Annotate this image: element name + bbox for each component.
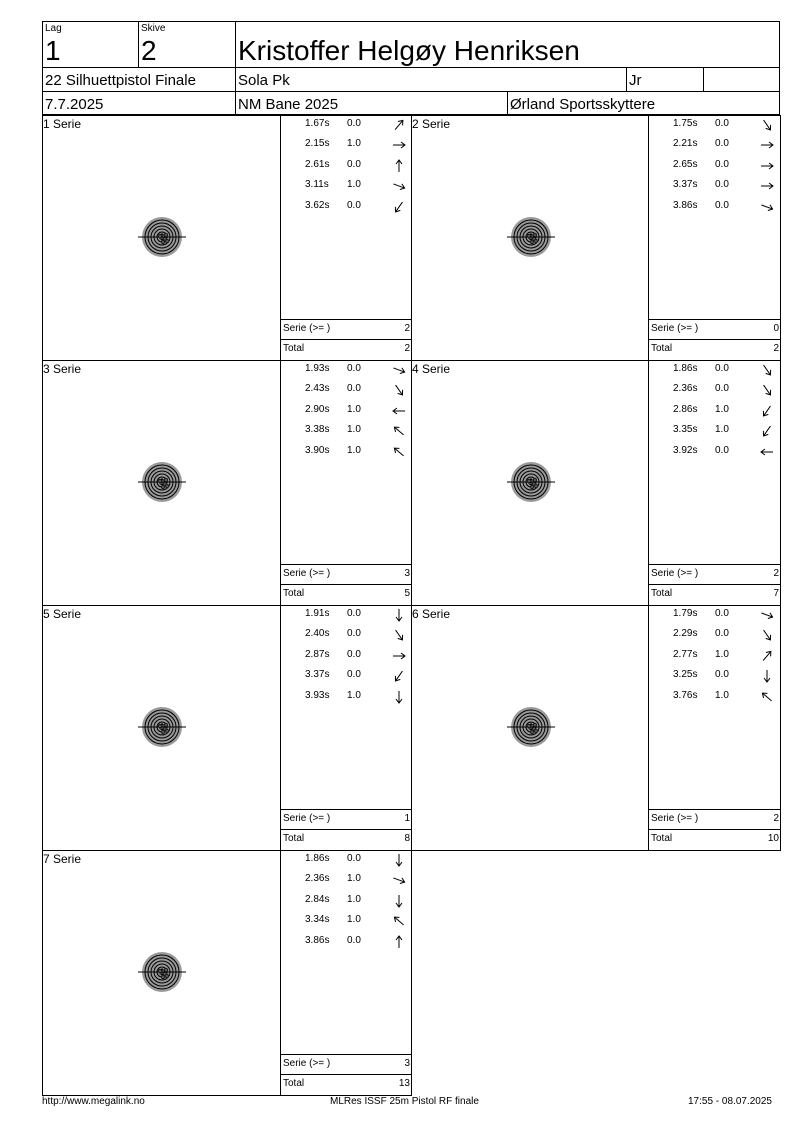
direction-arrow-icon bbox=[391, 893, 407, 909]
shot-time: 3.37s bbox=[673, 179, 698, 191]
shot-score: 1.0 bbox=[347, 893, 361, 905]
shot-time: 2.87s bbox=[305, 648, 330, 660]
series-sum-value: 3 bbox=[404, 568, 410, 579]
shot-row bbox=[281, 689, 412, 709]
series-block bbox=[42, 115, 412, 361]
total-label: Total bbox=[283, 588, 305, 599]
total-value: 10 bbox=[767, 833, 779, 844]
shot-score: 1.0 bbox=[347, 138, 361, 150]
shot-time: 3.86s bbox=[305, 934, 330, 946]
series-title: 7 Serie bbox=[43, 852, 82, 866]
shot-row bbox=[281, 382, 412, 402]
event-cell bbox=[42, 67, 236, 92]
shot-row bbox=[281, 872, 412, 892]
shot-row bbox=[281, 117, 412, 137]
target-icon bbox=[506, 706, 556, 748]
shooter-name: Kristoffer Helgøy Henriksen bbox=[238, 35, 580, 66]
total-row bbox=[281, 584, 412, 605]
shot-score: 1.0 bbox=[347, 424, 361, 436]
shot-score: 0.0 bbox=[715, 444, 729, 456]
shot-time: 1.93s bbox=[305, 363, 330, 374]
series-title: 2 Serie bbox=[412, 117, 451, 131]
lag-value: 1 bbox=[45, 35, 61, 66]
direction-arrow-icon bbox=[391, 137, 407, 153]
series-sum-row bbox=[281, 319, 412, 340]
target-icon bbox=[137, 216, 187, 258]
shot-score: 0.0 bbox=[715, 179, 729, 191]
shot-score: 1.0 bbox=[347, 689, 361, 701]
shot-score: 1.0 bbox=[347, 914, 361, 926]
shot-score: 0.0 bbox=[347, 383, 361, 395]
total-value: 8 bbox=[404, 833, 410, 844]
shot-score: 0.0 bbox=[715, 628, 729, 640]
shot-row bbox=[281, 607, 412, 627]
series-title: 6 Serie bbox=[412, 607, 451, 621]
shot-time: 1.91s bbox=[305, 608, 330, 619]
direction-arrow-icon bbox=[759, 403, 775, 419]
shot-time: 3.93s bbox=[305, 689, 330, 701]
series-block bbox=[42, 850, 412, 1096]
direction-arrow-icon bbox=[759, 362, 775, 378]
shot-list bbox=[648, 605, 781, 850]
total-label: Total bbox=[283, 833, 305, 844]
shot-row bbox=[281, 668, 412, 688]
shot-score: 0.0 bbox=[715, 118, 729, 129]
series-sum-value: 2 bbox=[773, 813, 779, 824]
shot-list bbox=[280, 360, 412, 605]
organizer-name: Ørland Sportsskyttere bbox=[510, 96, 656, 113]
series-block bbox=[411, 115, 781, 361]
direction-arrow-icon bbox=[391, 872, 407, 888]
shot-row bbox=[649, 668, 781, 688]
series-sum-row bbox=[281, 564, 412, 585]
total-value: 13 bbox=[398, 1078, 410, 1089]
direction-arrow-icon bbox=[391, 444, 407, 460]
shot-row bbox=[649, 178, 781, 198]
shot-score: 0.0 bbox=[715, 608, 729, 619]
direction-arrow-icon bbox=[759, 627, 775, 643]
shot-score: 0.0 bbox=[715, 669, 729, 681]
shot-row bbox=[281, 137, 412, 157]
series-sum-label: Serie (>= ) bbox=[283, 1058, 331, 1069]
series-title: 1 Serie bbox=[43, 117, 82, 131]
total-value: 2 bbox=[404, 343, 410, 354]
series-sum-value: 0 bbox=[773, 323, 779, 334]
series-block bbox=[42, 360, 412, 606]
shot-score: 0.0 bbox=[347, 648, 361, 660]
organizer-cell bbox=[507, 91, 780, 115]
date-cell bbox=[42, 91, 236, 115]
competition-date: 7.7.2025 bbox=[45, 96, 104, 113]
target-icon bbox=[137, 706, 187, 748]
total-label: Total bbox=[283, 343, 305, 354]
target-icon bbox=[506, 461, 556, 503]
series-sum-label: Serie (>= ) bbox=[651, 813, 699, 824]
total-row bbox=[281, 1074, 412, 1095]
series-title: 3 Serie bbox=[43, 362, 82, 376]
shot-score: 0.0 bbox=[347, 158, 361, 170]
shot-time: 2.90s bbox=[305, 403, 330, 415]
skive-value: 2 bbox=[141, 35, 157, 66]
shot-score: 0.0 bbox=[715, 383, 729, 395]
shot-row bbox=[649, 117, 781, 137]
direction-arrow-icon bbox=[759, 607, 775, 623]
series-sum-row bbox=[281, 1054, 412, 1075]
shot-score: 1.0 bbox=[347, 444, 361, 456]
direction-arrow-icon bbox=[759, 199, 775, 215]
total-row bbox=[281, 339, 412, 360]
shot-score: 0.0 bbox=[715, 158, 729, 170]
shot-row bbox=[281, 934, 412, 954]
direction-arrow-icon bbox=[391, 362, 407, 378]
shot-time: 1.67s bbox=[305, 118, 330, 129]
shooter-class: Jr bbox=[629, 72, 642, 89]
total-label: Total bbox=[283, 1078, 305, 1089]
direction-arrow-icon bbox=[391, 178, 407, 194]
shot-score: 0.0 bbox=[347, 628, 361, 640]
shot-row bbox=[281, 178, 412, 198]
shot-time: 3.34s bbox=[305, 914, 330, 926]
total-label: Total bbox=[651, 588, 673, 599]
series-title: 4 Serie bbox=[412, 362, 451, 376]
shot-score: 0.0 bbox=[347, 853, 361, 864]
shot-time: 1.86s bbox=[305, 853, 330, 864]
total-row bbox=[649, 339, 781, 360]
shot-score: 1.0 bbox=[347, 403, 361, 415]
shot-score: 1.0 bbox=[715, 403, 729, 415]
club-cell bbox=[235, 67, 627, 92]
shot-time: 2.65s bbox=[673, 158, 698, 170]
shot-score: 0.0 bbox=[347, 363, 361, 374]
shot-row bbox=[649, 627, 781, 647]
series-sum-label: Serie (>= ) bbox=[651, 568, 699, 579]
shot-row bbox=[281, 423, 412, 443]
total-value: 2 bbox=[773, 343, 779, 354]
shot-list bbox=[280, 605, 412, 850]
shot-row bbox=[281, 648, 412, 668]
direction-arrow-icon bbox=[391, 934, 407, 950]
club-name: Sola Pk bbox=[238, 72, 290, 89]
series-sum-value: 2 bbox=[404, 323, 410, 334]
shot-row bbox=[649, 648, 781, 668]
shot-time: 3.37s bbox=[305, 669, 330, 681]
shot-row bbox=[649, 199, 781, 219]
shot-time: 2.43s bbox=[305, 383, 330, 395]
direction-arrow-icon bbox=[759, 382, 775, 398]
shot-time: 3.38s bbox=[305, 424, 330, 436]
target-icon bbox=[506, 216, 556, 258]
skive-label: Skive bbox=[141, 23, 166, 34]
event-name: 22 Silhuettpistol Finale bbox=[45, 72, 196, 89]
shot-score: 0.0 bbox=[347, 934, 361, 946]
shot-row bbox=[649, 362, 781, 382]
shot-time: 3.76s bbox=[673, 689, 698, 701]
shot-score: 0.0 bbox=[715, 199, 729, 211]
total-row bbox=[281, 829, 412, 850]
competition-cell bbox=[235, 91, 508, 115]
footer-software: MLRes ISSF 25m Pistol RF finale bbox=[330, 1096, 479, 1107]
skive-cell bbox=[138, 21, 236, 68]
shot-score: 1.0 bbox=[347, 179, 361, 191]
series-sum-value: 2 bbox=[773, 568, 779, 579]
shot-time: 3.25s bbox=[673, 669, 698, 681]
lag-cell bbox=[42, 21, 139, 68]
series-sum-row bbox=[649, 809, 781, 830]
shot-time: 2.77s bbox=[673, 648, 698, 660]
shot-score: 1.0 bbox=[715, 689, 729, 701]
series-sum-value: 1 bbox=[404, 813, 410, 824]
shot-row bbox=[649, 607, 781, 627]
direction-arrow-icon bbox=[759, 423, 775, 439]
direction-arrow-icon bbox=[759, 689, 775, 705]
series-block bbox=[42, 605, 412, 851]
direction-arrow-icon bbox=[391, 423, 407, 439]
shot-row bbox=[649, 403, 781, 423]
shot-row bbox=[281, 627, 412, 647]
shot-time: 2.61s bbox=[305, 158, 330, 170]
series-sum-row bbox=[281, 809, 412, 830]
shot-time: 2.15s bbox=[305, 138, 330, 150]
shot-row bbox=[649, 137, 781, 157]
name-cell bbox=[235, 21, 780, 68]
series-title: 5 Serie bbox=[43, 607, 82, 621]
direction-arrow-icon bbox=[391, 913, 407, 929]
series-sum-label: Serie (>= ) bbox=[283, 813, 331, 824]
shot-row bbox=[281, 362, 412, 382]
direction-arrow-icon bbox=[391, 689, 407, 705]
shot-time: 1.79s bbox=[673, 608, 698, 619]
direction-arrow-icon bbox=[759, 648, 775, 664]
shot-score: 1.0 bbox=[715, 648, 729, 660]
target-icon bbox=[137, 951, 187, 993]
series-sum-label: Serie (>= ) bbox=[283, 568, 331, 579]
shot-list bbox=[648, 115, 781, 360]
direction-arrow-icon bbox=[759, 444, 775, 460]
shot-time: 2.86s bbox=[673, 403, 698, 415]
shot-row bbox=[281, 444, 412, 464]
shot-time: 2.36s bbox=[305, 873, 330, 885]
footer-url: http://www.megalink.no bbox=[42, 1096, 145, 1107]
direction-arrow-icon bbox=[391, 158, 407, 174]
direction-arrow-icon bbox=[391, 117, 407, 133]
direction-arrow-icon bbox=[391, 199, 407, 215]
shot-row bbox=[649, 423, 781, 443]
shot-time: 3.92s bbox=[673, 444, 698, 456]
shot-time: 2.21s bbox=[673, 138, 698, 150]
direction-arrow-icon bbox=[391, 852, 407, 868]
class-cell bbox=[626, 67, 704, 92]
shot-score: 0.0 bbox=[347, 669, 361, 681]
total-label: Total bbox=[651, 343, 673, 354]
shot-row bbox=[281, 913, 412, 933]
direction-arrow-icon bbox=[391, 648, 407, 664]
series-sum-row bbox=[649, 319, 781, 340]
footer-timestamp: 17:55 - 08.07.2025 bbox=[688, 1096, 772, 1107]
shot-time: 3.11s bbox=[305, 179, 329, 191]
shot-time: 2.40s bbox=[305, 628, 330, 640]
direction-arrow-icon bbox=[759, 668, 775, 684]
shot-list bbox=[280, 115, 412, 360]
total-label: Total bbox=[651, 833, 673, 844]
shot-time: 3.62s bbox=[305, 199, 330, 211]
shot-time: 2.29s bbox=[673, 628, 698, 640]
class-extra-cell bbox=[703, 67, 780, 92]
shot-score: 0.0 bbox=[715, 363, 729, 374]
shot-time: 2.36s bbox=[673, 383, 698, 395]
series-sum-value: 3 bbox=[404, 1058, 410, 1069]
shot-score: 0.0 bbox=[347, 199, 361, 211]
target-icon bbox=[137, 461, 187, 503]
shot-score: 0.0 bbox=[347, 608, 361, 619]
shot-time: 1.75s bbox=[673, 118, 698, 129]
lag-label: Lag bbox=[45, 23, 62, 34]
direction-arrow-icon bbox=[391, 403, 407, 419]
shot-row bbox=[649, 444, 781, 464]
series-block bbox=[411, 360, 781, 606]
series-block bbox=[411, 605, 781, 851]
shot-row bbox=[281, 893, 412, 913]
direction-arrow-icon bbox=[759, 137, 775, 153]
direction-arrow-icon bbox=[391, 607, 407, 623]
series-sum-label: Serie (>= ) bbox=[283, 323, 331, 334]
direction-arrow-icon bbox=[391, 382, 407, 398]
total-row bbox=[649, 829, 781, 850]
shot-time: 3.35s bbox=[673, 424, 698, 436]
shot-row bbox=[649, 689, 781, 709]
shot-score: 1.0 bbox=[715, 424, 729, 436]
shot-time: 3.86s bbox=[673, 199, 698, 211]
direction-arrow-icon bbox=[391, 668, 407, 684]
total-row bbox=[649, 584, 781, 605]
shot-list bbox=[648, 360, 781, 605]
shot-score: 1.0 bbox=[347, 873, 361, 885]
series-sum-label: Serie (>= ) bbox=[651, 323, 699, 334]
series-sum-row bbox=[649, 564, 781, 585]
competition-name: NM Bane 2025 bbox=[238, 96, 339, 113]
shot-row bbox=[281, 199, 412, 219]
shot-time: 3.90s bbox=[305, 444, 330, 456]
direction-arrow-icon bbox=[759, 178, 775, 194]
shot-list bbox=[280, 850, 412, 1095]
total-value: 5 bbox=[404, 588, 410, 599]
total-value: 7 bbox=[773, 588, 779, 599]
shot-score: 0.0 bbox=[347, 118, 361, 129]
shot-time: 1.86s bbox=[673, 363, 698, 374]
shot-time: 2.84s bbox=[305, 893, 330, 905]
shot-score: 0.0 bbox=[715, 138, 729, 150]
direction-arrow-icon bbox=[391, 627, 407, 643]
shot-row bbox=[649, 158, 781, 178]
shot-row bbox=[281, 403, 412, 423]
shot-row bbox=[281, 158, 412, 178]
direction-arrow-icon bbox=[759, 117, 775, 133]
shot-row bbox=[281, 852, 412, 872]
shot-row bbox=[649, 382, 781, 402]
direction-arrow-icon bbox=[759, 158, 775, 174]
